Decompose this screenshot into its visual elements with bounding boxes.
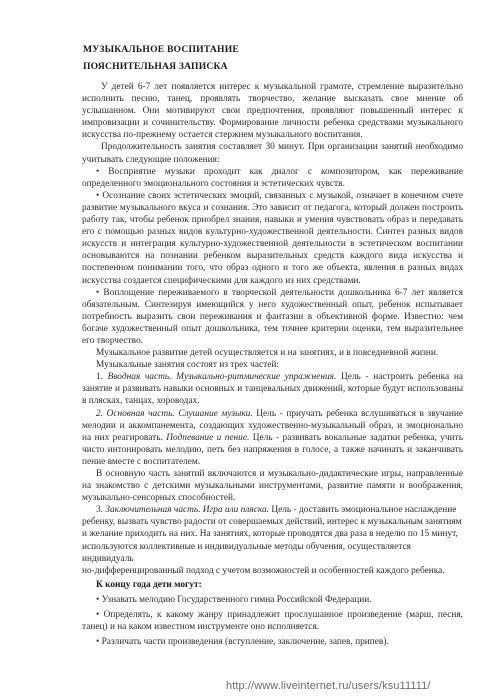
paragraph-structure: Музыкальные занятия состоят из трех частей:: [96, 360, 280, 371]
part-2-number: 2.: [96, 408, 104, 419]
part-2-name: Основная часть. Слушание музыки.: [106, 408, 253, 419]
part-3-name: Заключительная часть. Игра или пляска.: [105, 505, 270, 516]
source-watermark: http://www.liveinternet.ru/users/ksu11111/: [226, 680, 431, 692]
paragraph-main-part-note: В основную часть занятий включаются и музыкально-дидактические игры, направленные на знакомство с детскими музыкальными инструментами, развитие памяти и воображения, музыкально-сенсорных способностей.: [82, 469, 463, 504]
bullet-awareness: • Осознание своих эстетических эмоций, связанных с музыкой, означает в конечном счете развитие музыкального вкуса и сознания. Это зависит от педагога, который должен построить работу так, чтобы ребенок приобрел знания, навыки и умения чувствовать образ и передавать его с помощью разных видов культурно-художественной деятельности. Синтез разных видов искусств и интеграция культурно-художественной деятельности в эстетическом воспитании основываются на познании ребенком выразительных средств каждого вида искусства и постепенном понимании того, что образ одного и того же объекта, явления в разных видах искусства создается специфическими для каждого из них средствами.: [82, 190, 463, 286]
part-2-text: Цель - приучать ребенка вслушиваться в звучание мелодии и аккомпанемента, создающих художественно-музыкальный образ, и эмоционально на них реагировать.: [82, 408, 463, 443]
bullet-perception: • Восприятие музыки проходит как диалог с композитором, как переживание определенного эмоционального состояния и эстетических чувств.: [82, 166, 463, 189]
part-2-singing-name: Подпевание и пение.: [166, 432, 250, 443]
document-title: МУЗЫКАЛЬНОЕ ВОСПИТАНИЕ: [83, 44, 239, 55]
paragraph-intro: У детей 6-7 лет появляется интерес к музыкальной грамоте, стремление выразительно исполнить песню, танец, проявлять творчество, желание высказать свое мнение об услышанном. Они мотивируют свои предпочтения, проявляют повышенный интерес к импровизации и сочинительству. Формирование личности ребенка средствами музыкального искусства по-прежнему остается стержнем музыкального воспитания.: [82, 82, 463, 141]
year-end-heading: К концу года дети могут:: [96, 579, 202, 590]
part-1-name: Вводная часть. Музыкально-ритмические упражнения.: [107, 372, 337, 383]
part-1: [82, 371, 463, 407]
paragraph-duration: Продолжительность занятия составляет 30 минут. При организации занятий необходимо учитывать следующие положения:: [82, 142, 463, 165]
part-2-singing-text: Цель - развивать вокальные задатки ребенка, учить чисто интонировать мелодию, петь без напряжения в голосе, а также начинать и заканчивать пение вместе с воспитателем.: [82, 432, 464, 467]
paragraph-continuation-1: и желание приходить на них. На занятиях, которые проводятся два раза в неделю по 15 минут, используются коллективные и индивидуальные методы обучения, осуществляется индивидуаль: [82, 529, 458, 564]
paragraph-development: Музыкальное развитие детей осуществляется и на занятиях, и в повседневной жизни.: [96, 348, 439, 359]
year-end-item-anthem: • Узнавать мелодию Государственного гимна Российской Федерации.: [96, 594, 372, 605]
part-3: [82, 504, 463, 528]
part-1-number: 1.: [96, 372, 104, 383]
year-end-item-parts: • Различать части произведения (вступление, заключение, запев, припев).: [96, 637, 389, 648]
year-end-item-genre: • Определять, к какому жанру принадлежит прослушанное произведение (марш, песня, танец) и на каком известном инструменте оно исполняется.: [82, 610, 463, 633]
part-3-number: 3.: [96, 505, 104, 516]
document-body: [82, 81, 463, 648]
paragraph-continuation-2: но-дифференцированный подход с учетом возможностей и особенностей каждого ребенка.: [82, 565, 445, 576]
bullet-embodiment: • Воплощение переживаемого в творческой деятельности дошкольника 6-7 лет является обязательным. Синтезируя имеющийся у него художественный опыт, ребенок испытывает потребность выразить свои переживания и фантазии в объективной форме. Известно: чем богаче художественный опыт дошкольника, тем точнее критерии оценки, тем выразительнее его творчество.: [82, 287, 463, 346]
part-1-text: Цель - настроить ребенка на занятие и развивать навыки основных и танцевальных движений, которые будут использованы в плясках, танцах, хороводах.: [82, 372, 463, 407]
part-3-text: Цель - доставить эмоциональное наслаждение ребенку, вызвать чувство радости от совершаемых действий, интерес к музыкальным занятиям: [82, 505, 462, 528]
part-2: [82, 408, 463, 468]
document-subtitle: ПОЯСНИТЕЛЬНАЯ ЗАПИСКА: [83, 61, 228, 72]
